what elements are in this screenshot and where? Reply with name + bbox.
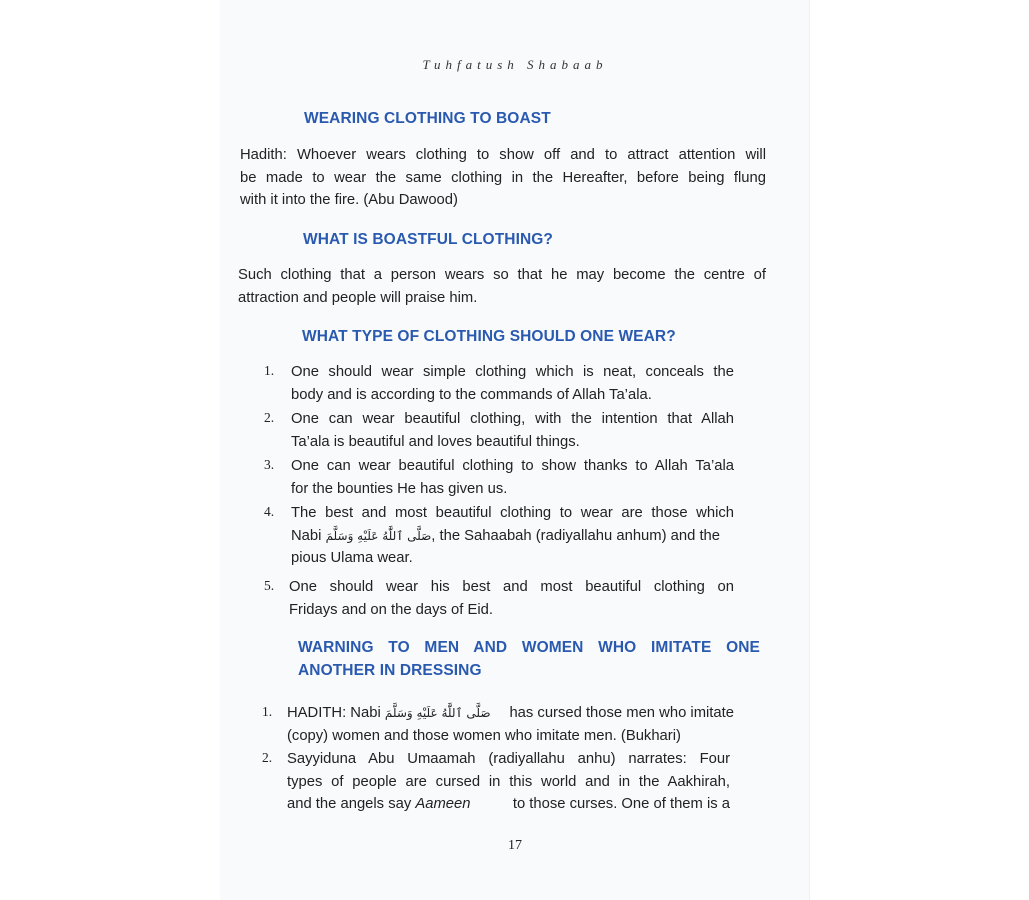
text-line: body and is according to the commands of Allah Ta’ala. bbox=[291, 386, 652, 403]
list-item bbox=[291, 502, 734, 570]
text-line bbox=[287, 793, 730, 816]
text-line: Ta’ala is beautiful and loves beautiful things. bbox=[291, 433, 580, 450]
text-fragment: , the Sahaabah (radiyallahu anhum) and the bbox=[431, 527, 721, 544]
text-line: types of people are cursed in this world and in the Aakhirah, bbox=[287, 773, 730, 790]
heading-line: ANOTHER IN DRESSING bbox=[298, 662, 482, 679]
text-line: attraction and people will praise him. bbox=[238, 289, 478, 306]
text-line: The best and most beautiful clothing to wear are those which bbox=[291, 505, 734, 521]
salutation-calligraphy: صَلَّى ٱللَّٰهُ عَلَيْهِ وَسَلَّمَ bbox=[384, 706, 491, 720]
text-line: Hadith: Whoever wears clothing to show off and to attract attention will bbox=[240, 147, 766, 163]
section-heading-imitation bbox=[298, 639, 760, 680]
paragraph-boastful-definition bbox=[238, 264, 766, 309]
text-italic: Aameen bbox=[415, 796, 471, 812]
list-item bbox=[291, 361, 734, 406]
list-number: 2. bbox=[264, 410, 275, 425]
list-number: 1. bbox=[264, 363, 275, 378]
list-number: 2. bbox=[262, 750, 273, 765]
list-item bbox=[291, 455, 734, 500]
text-line: be made to wear the same clothing in the Hereafter, before being flung bbox=[240, 169, 766, 186]
page-number: 17 bbox=[508, 838, 522, 853]
list-number: 5. bbox=[264, 578, 275, 593]
text-line: Fridays and on the days of Eid. bbox=[289, 601, 493, 618]
list-item bbox=[291, 408, 734, 453]
text-fragment: HADITH: Nabi bbox=[287, 705, 381, 721]
text-fragment: Nabi bbox=[291, 527, 322, 544]
text-line bbox=[291, 525, 734, 548]
text-line: One should wear simple clothing which is neat, conceals the bbox=[291, 364, 734, 380]
text-fragment: has cursed those men who imitate bbox=[509, 705, 734, 721]
list-number: 4. bbox=[264, 504, 275, 519]
text-line: for the bounties He has given us. bbox=[291, 480, 508, 497]
text-line: (copy) women and those women who imitate men. (Bukhari) bbox=[287, 727, 681, 744]
section-heading-boastful-clothing: WHAT IS BOASTFUL CLOTHING? bbox=[303, 231, 554, 248]
section-heading-boast: WEARING CLOTHING TO BOAST bbox=[304, 110, 551, 127]
text-line: pious Ulama wear. bbox=[291, 550, 413, 566]
list-item bbox=[289, 576, 734, 621]
text-line: One can wear beautiful clothing, with the intention that Allah bbox=[291, 411, 734, 427]
paragraph-boast-hadith bbox=[240, 144, 766, 212]
list-number: 3. bbox=[264, 457, 275, 472]
list-item bbox=[287, 748, 730, 816]
text-line bbox=[287, 702, 734, 725]
text-fragment: to those curses. One of them is a bbox=[512, 796, 730, 812]
heading-line: WARNING TO MEN AND WOMEN WHO IMITATE ONE bbox=[298, 639, 760, 656]
text-line: One can wear beautiful clothing to show thanks to Allah Ta’ala bbox=[291, 458, 734, 474]
running-head: Tuhfatush Shabaab bbox=[422, 57, 608, 72]
text-line: One should wear his best and most beautiful clothing on bbox=[289, 579, 734, 595]
text-line: Sayyiduna Abu Umaamah (radiyallahu anhu) narrates: Four bbox=[287, 751, 730, 767]
text-fragment: and the angels say bbox=[287, 796, 412, 812]
list-number: 1. bbox=[262, 704, 273, 719]
section-heading-what-to-wear: WHAT TYPE OF CLOTHING SHOULD ONE WEAR? bbox=[302, 328, 676, 345]
list-item bbox=[287, 702, 734, 747]
text-line: with it into the fire. (Abu Dawood) bbox=[240, 192, 458, 208]
text-line: Such clothing that a person wears so that he may become the centre of bbox=[238, 267, 766, 283]
salutation-calligraphy: صَلَّى ٱللَّٰهُ عَلَيْهِ وَسَلَّمَ bbox=[325, 528, 432, 543]
book-page bbox=[220, 0, 810, 900]
